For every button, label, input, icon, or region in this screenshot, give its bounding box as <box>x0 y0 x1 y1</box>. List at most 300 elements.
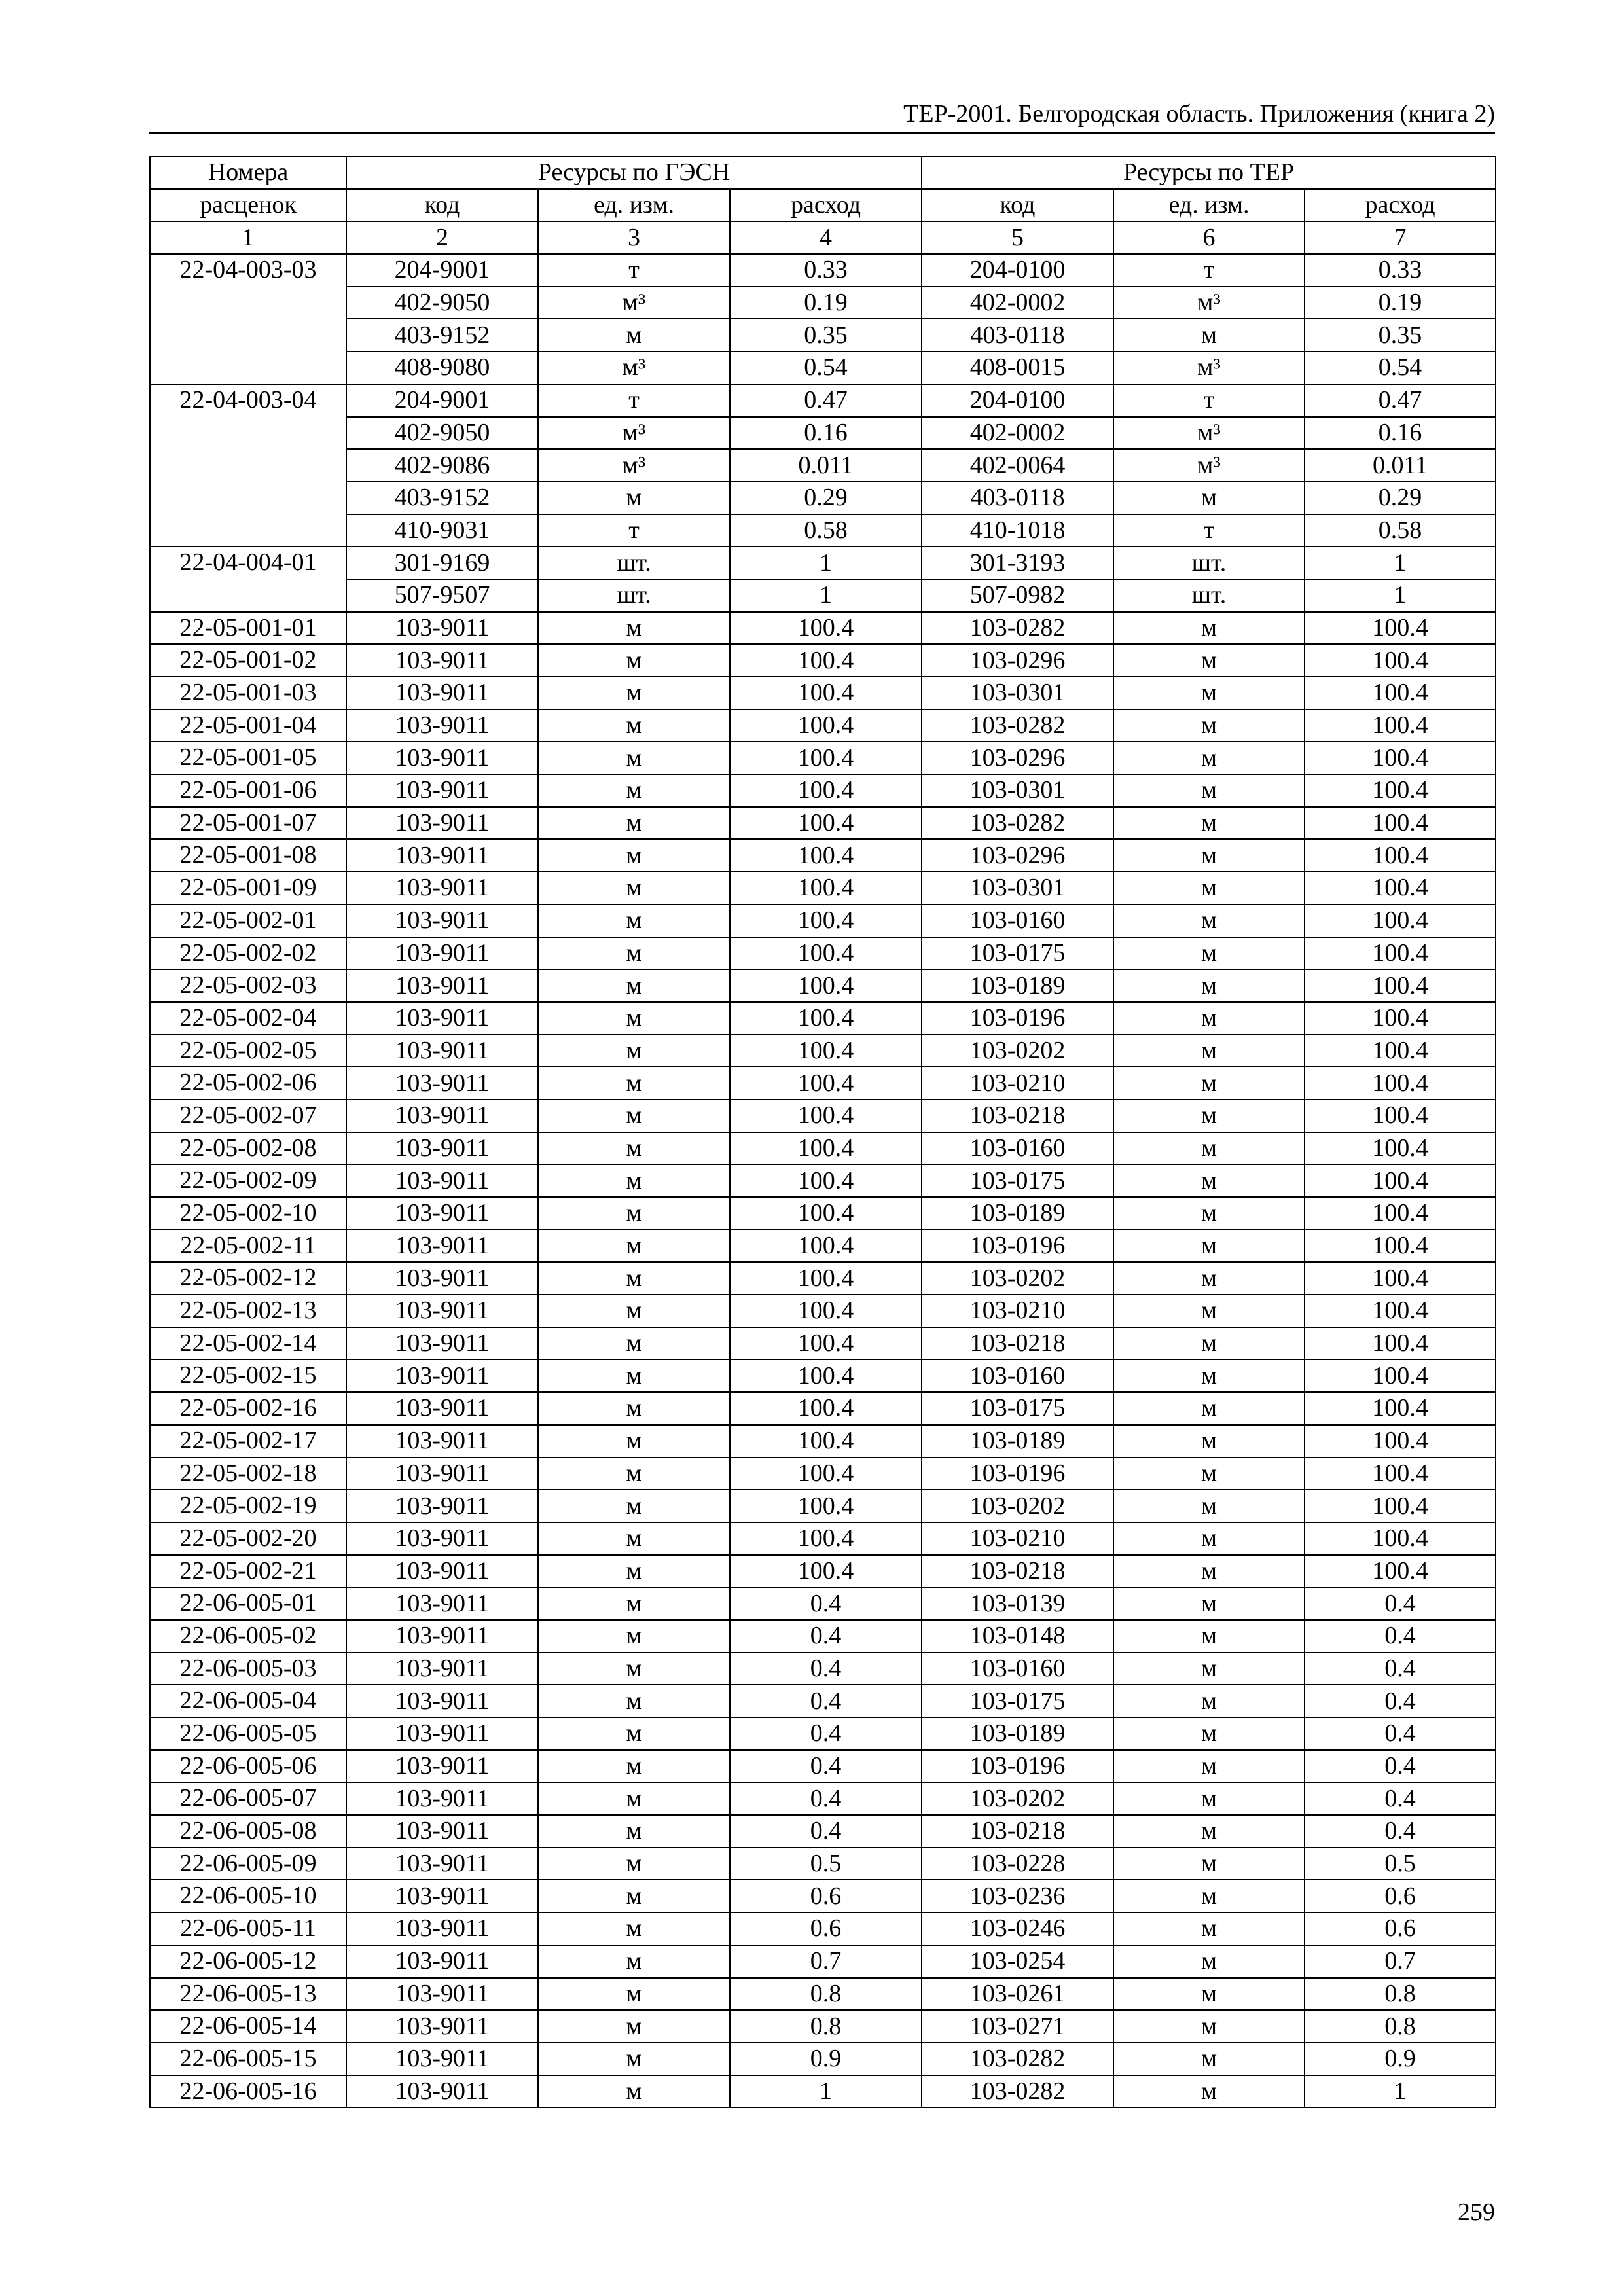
rate-number-cell: 22-06-005-03 <box>150 1653 346 1685</box>
gesn-code-cell: 103-9011 <box>346 1880 538 1912</box>
table-row <box>150 1132 1496 1165</box>
rate-number-cell: 22-06-005-07 <box>150 1782 346 1815</box>
table-row <box>150 1327 1496 1360</box>
gesn-usage-cell: 0.6 <box>730 1912 922 1945</box>
gesn-code-cell: 103-9011 <box>346 1685 538 1717</box>
gesn-unit-cell: м <box>538 1978 730 2011</box>
gesn-usage-cell: 100.4 <box>730 969 922 1002</box>
table-row <box>150 807 1496 840</box>
table-row <box>150 1848 1496 1880</box>
ter-unit-cell: м <box>1113 905 1305 937</box>
header-gesn-code: код <box>346 189 538 222</box>
ter-code-cell: 103-0210 <box>922 1067 1113 1100</box>
gesn-unit-cell: м <box>538 612 730 645</box>
ter-unit-cell: м <box>1113 1067 1305 1100</box>
table-row <box>150 1295 1496 1327</box>
ter-code-cell: 402-0002 <box>922 417 1113 450</box>
gesn-code-cell: 103-9011 <box>346 807 538 840</box>
column-number: 2 <box>346 221 538 254</box>
ter-unit-cell: м <box>1113 1912 1305 1945</box>
ter-unit-cell: м <box>1113 2010 1305 2043</box>
ter-code-cell: 103-0196 <box>922 1750 1113 1783</box>
ter-unit-cell: м <box>1113 1587 1305 1620</box>
table-row <box>150 644 1496 677</box>
header-ter-usage: расход <box>1305 189 1496 222</box>
ter-usage-cell: 100.4 <box>1305 1295 1496 1327</box>
ter-usage-cell: 0.4 <box>1305 1685 1496 1717</box>
ter-unit-cell: м <box>1113 1295 1305 1327</box>
gesn-unit-cell: м <box>538 1327 730 1360</box>
gesn-unit-cell: м <box>538 1197 730 1230</box>
ter-usage-cell: 0.29 <box>1305 482 1496 514</box>
ter-unit-cell: м <box>1113 1945 1305 1978</box>
gesn-code-cell: 103-9011 <box>346 969 538 1002</box>
table-row <box>150 1262 1496 1295</box>
gesn-usage-cell: 100.4 <box>730 1100 922 1132</box>
table-row <box>150 449 1496 482</box>
rate-number-cell: 22-05-001-02 <box>150 644 346 677</box>
table-row <box>150 1392 1496 1425</box>
table-row <box>150 1002 1496 1035</box>
gesn-unit-cell: м <box>538 1002 730 1035</box>
ter-usage-cell: 0.6 <box>1305 1880 1496 1912</box>
gesn-usage-cell: 0.4 <box>730 1587 922 1620</box>
ter-usage-cell: 100.4 <box>1305 1392 1496 1425</box>
table-row <box>150 287 1496 319</box>
gesn-unit-cell: м <box>538 839 730 872</box>
rate-number-cell: 22-05-002-13 <box>150 1295 346 1327</box>
rate-number-cell: 22-05-002-16 <box>150 1392 346 1425</box>
rate-number-cell: 22-05-001-03 <box>150 677 346 709</box>
ter-unit-cell: м <box>1113 1782 1305 1815</box>
ter-code-cell: 204-0100 <box>922 384 1113 417</box>
gesn-code-cell: 204-9001 <box>346 384 538 417</box>
gesn-code-cell: 103-9011 <box>346 1848 538 1880</box>
ter-unit-cell: м <box>1113 774 1305 807</box>
gesn-unit-cell: м <box>538 1295 730 1327</box>
ter-code-cell: 103-0228 <box>922 1848 1113 1880</box>
gesn-code-cell: 103-9011 <box>346 1035 538 1067</box>
gesn-code-cell: 103-9011 <box>346 1717 538 1750</box>
table-row <box>150 774 1496 807</box>
gesn-usage-cell: 0.4 <box>730 1653 922 1685</box>
gesn-usage-cell: 100.4 <box>730 1327 922 1360</box>
gesn-usage-cell: 100.4 <box>730 1359 922 1392</box>
ter-unit-cell: м <box>1113 1522 1305 1555</box>
ter-usage-cell: 100.4 <box>1305 937 1496 970</box>
table-row <box>150 612 1496 645</box>
ter-usage-cell: 100.4 <box>1305 774 1496 807</box>
table-row <box>150 839 1496 872</box>
ter-unit-cell: м <box>1113 1555 1305 1588</box>
column-number: 6 <box>1113 221 1305 254</box>
rate-number-cell: 22-06-005-12 <box>150 1945 346 1978</box>
gesn-usage-cell: 0.35 <box>730 319 922 351</box>
ter-unit-cell: м <box>1113 742 1305 774</box>
header-row-columns <box>150 189 1496 222</box>
ter-usage-cell: 100.4 <box>1305 709 1496 742</box>
ter-unit-cell: м <box>1113 482 1305 514</box>
gesn-unit-cell: м <box>538 2010 730 2043</box>
ter-usage-cell: 100.4 <box>1305 839 1496 872</box>
gesn-usage-cell: 100.4 <box>730 1458 922 1490</box>
ter-code-cell: 103-0218 <box>922 1555 1113 1588</box>
gesn-usage-cell: 100.4 <box>730 1164 922 1197</box>
gesn-unit-cell: м <box>538 1100 730 1132</box>
header-ter-unit: ед. изм. <box>1113 189 1305 222</box>
ter-usage-cell: 100.4 <box>1305 1555 1496 1588</box>
rate-number-cell: 22-05-001-09 <box>150 872 346 905</box>
column-number: 4 <box>730 221 922 254</box>
ter-usage-cell: 100.4 <box>1305 807 1496 840</box>
ter-code-cell: 103-0301 <box>922 677 1113 709</box>
gesn-usage-cell: 0.8 <box>730 1978 922 2011</box>
table-row <box>150 1978 1496 2011</box>
gesn-unit-cell: м <box>538 1164 730 1197</box>
gesn-unit-cell: м <box>538 1132 730 1165</box>
gesn-code-cell: 103-9011 <box>346 1490 538 1522</box>
ter-unit-cell: м <box>1113 1262 1305 1295</box>
ter-usage-cell: 100.4 <box>1305 969 1496 1002</box>
ter-code-cell: 103-0148 <box>922 1620 1113 1653</box>
table-row <box>150 2075 1496 2108</box>
ter-usage-cell: 0.19 <box>1305 287 1496 319</box>
table-row <box>150 742 1496 774</box>
rate-number-cell: 22-05-002-18 <box>150 1458 346 1490</box>
ter-unit-cell: м <box>1113 1815 1305 1848</box>
gesn-code-cell: 103-9011 <box>346 1782 538 1815</box>
ter-usage-cell: 100.4 <box>1305 1164 1496 1197</box>
ter-code-cell: 103-0202 <box>922 1490 1113 1522</box>
rate-number-cell: 22-05-002-17 <box>150 1425 346 1458</box>
gesn-usage-cell: 0.58 <box>730 514 922 547</box>
ter-usage-cell: 0.47 <box>1305 384 1496 417</box>
ter-usage-cell: 1 <box>1305 579 1496 612</box>
rate-number-cell: 22-06-005-02 <box>150 1620 346 1653</box>
gesn-code-cell: 103-9011 <box>346 1750 538 1783</box>
ter-code-cell: 103-0254 <box>922 1945 1113 1978</box>
ter-usage-cell: 100.4 <box>1305 1230 1496 1263</box>
gesn-code-cell: 103-9011 <box>346 937 538 970</box>
ter-unit-cell: м <box>1113 1164 1305 1197</box>
ter-usage-cell: 100.4 <box>1305 905 1496 937</box>
ter-code-cell: 103-0189 <box>922 1425 1113 1458</box>
ter-code-cell: 103-0202 <box>922 1035 1113 1067</box>
ter-usage-cell: 0.4 <box>1305 1620 1496 1653</box>
column-number: 3 <box>538 221 730 254</box>
rate-number-cell: 22-05-001-01 <box>150 612 346 645</box>
gesn-usage-cell: 100.4 <box>730 1522 922 1555</box>
table-row <box>150 905 1496 937</box>
ter-code-cell: 103-0282 <box>922 2043 1113 2075</box>
ter-code-cell: 103-0296 <box>922 644 1113 677</box>
gesn-code-cell: 103-9011 <box>346 905 538 937</box>
gesn-usage-cell: 100.4 <box>730 839 922 872</box>
ter-code-cell: 103-0210 <box>922 1295 1113 1327</box>
ter-usage-cell: 0.011 <box>1305 449 1496 482</box>
gesn-unit-cell: м <box>538 1653 730 1685</box>
ter-unit-cell: м <box>1113 1653 1305 1685</box>
gesn-unit-cell: м <box>538 709 730 742</box>
rate-number-cell: 22-05-002-10 <box>150 1197 346 1230</box>
ter-code-cell: 103-0282 <box>922 2075 1113 2108</box>
header-ter-code: код <box>922 189 1113 222</box>
table-row <box>150 709 1496 742</box>
table-row <box>150 1522 1496 1555</box>
ter-unit-cell: м <box>1113 969 1305 1002</box>
ter-code-cell: 103-0282 <box>922 807 1113 840</box>
header-gesn-usage: расход <box>730 189 922 222</box>
gesn-code-cell: 301-9169 <box>346 547 538 579</box>
ter-unit-cell: м³ <box>1113 449 1305 482</box>
ter-usage-cell: 0.6 <box>1305 1912 1496 1945</box>
header-ter-group: Ресурсы по ТЕР <box>922 156 1496 189</box>
gesn-usage-cell: 100.4 <box>730 1132 922 1165</box>
gesn-unit-cell: м <box>538 905 730 937</box>
gesn-code-cell: 103-9011 <box>346 774 538 807</box>
rate-number-cell: 22-06-005-15 <box>150 2043 346 2075</box>
gesn-code-cell: 103-9011 <box>346 709 538 742</box>
rate-number-cell: 22-05-002-04 <box>150 1002 346 1035</box>
ter-code-cell: 103-0296 <box>922 742 1113 774</box>
gesn-usage-cell: 100.4 <box>730 937 922 970</box>
ter-unit-cell: м <box>1113 1132 1305 1165</box>
gesn-usage-cell: 0.33 <box>730 254 922 287</box>
ter-usage-cell: 0.9 <box>1305 2043 1496 2075</box>
ter-code-cell: 103-0218 <box>922 1815 1113 1848</box>
ter-usage-cell: 0.58 <box>1305 514 1496 547</box>
ter-usage-cell: 0.8 <box>1305 1978 1496 2011</box>
gesn-unit-cell: м <box>538 1067 730 1100</box>
gesn-unit-cell: м <box>538 807 730 840</box>
ter-usage-cell: 0.33 <box>1305 254 1496 287</box>
table-row <box>150 872 1496 905</box>
ter-usage-cell: 0.16 <box>1305 417 1496 450</box>
ter-code-cell: 103-0175 <box>922 1164 1113 1197</box>
ter-unit-cell: м <box>1113 1848 1305 1880</box>
ter-unit-cell: м <box>1113 1035 1305 1067</box>
gesn-unit-cell: м <box>538 2043 730 2075</box>
gesn-code-cell: 103-9011 <box>346 1327 538 1360</box>
gesn-unit-cell: м <box>538 1880 730 1912</box>
ter-usage-cell: 100.4 <box>1305 1002 1496 1035</box>
header-gesn-group: Ресурсы по ГЭСН <box>346 156 922 189</box>
ter-unit-cell: м <box>1113 1880 1305 1912</box>
table-row <box>150 1945 1496 1978</box>
rate-number-cell: 22-04-003-03 <box>150 254 346 384</box>
ter-unit-cell: м <box>1113 839 1305 872</box>
gesn-usage-cell: 100.4 <box>730 1555 922 1588</box>
page-number: 259 <box>1458 2198 1495 2226</box>
gesn-code-cell: 402-9050 <box>346 417 538 450</box>
header-row-groups <box>150 156 1496 189</box>
gesn-code-cell: 103-9011 <box>346 612 538 645</box>
gesn-usage-cell: 100.4 <box>730 1262 922 1295</box>
gesn-unit-cell: т <box>538 254 730 287</box>
table-row <box>150 1230 1496 1263</box>
gesn-usage-cell: 1 <box>730 2075 922 2108</box>
ter-unit-cell: м <box>1113 1490 1305 1522</box>
gesn-code-cell: 402-9050 <box>346 287 538 319</box>
gesn-unit-cell: м <box>538 1945 730 1978</box>
rate-number-cell: 22-05-001-05 <box>150 742 346 774</box>
ter-unit-cell: т <box>1113 514 1305 547</box>
rate-number-cell: 22-05-001-08 <box>150 839 346 872</box>
ter-unit-cell: м <box>1113 1230 1305 1263</box>
gesn-code-cell: 103-9011 <box>346 2010 538 2043</box>
gesn-usage-cell: 100.4 <box>730 1425 922 1458</box>
table-row <box>150 1815 1496 1848</box>
header-numbers-top: Номера <box>150 156 346 189</box>
rate-number-cell: 22-04-004-01 <box>150 547 346 611</box>
ter-code-cell: 103-0296 <box>922 839 1113 872</box>
ter-code-cell: 403-0118 <box>922 482 1113 514</box>
table-row <box>150 1100 1496 1132</box>
rate-number-cell: 22-05-002-11 <box>150 1230 346 1263</box>
ter-unit-cell: т <box>1113 254 1305 287</box>
ter-code-cell: 402-0064 <box>922 449 1113 482</box>
header-numbers-bottom: расценок <box>150 189 346 222</box>
table-row <box>150 1458 1496 1490</box>
table-row <box>150 254 1496 287</box>
ter-usage-cell: 100.4 <box>1305 644 1496 677</box>
table-row <box>150 1067 1496 1100</box>
gesn-usage-cell: 100.4 <box>730 807 922 840</box>
resources-table <box>149 156 1496 2108</box>
ter-code-cell: 103-0202 <box>922 1262 1113 1295</box>
ter-usage-cell: 100.4 <box>1305 872 1496 905</box>
rate-number-cell: 22-05-002-15 <box>150 1359 346 1392</box>
gesn-unit-cell: м³ <box>538 351 730 384</box>
gesn-code-cell: 103-9011 <box>346 1458 538 1490</box>
gesn-unit-cell: м <box>538 1392 730 1425</box>
gesn-usage-cell: 100.4 <box>730 612 922 645</box>
gesn-usage-cell: 0.9 <box>730 2043 922 2075</box>
gesn-unit-cell: м <box>538 1425 730 1458</box>
gesn-code-cell: 403-9152 <box>346 319 538 351</box>
header-gesn-unit: ед. изм. <box>538 189 730 222</box>
ter-code-cell: 103-0236 <box>922 1880 1113 1912</box>
gesn-code-cell: 103-9011 <box>346 677 538 709</box>
ter-unit-cell: м <box>1113 937 1305 970</box>
ter-usage-cell: 0.7 <box>1305 1945 1496 1978</box>
ter-code-cell: 103-0196 <box>922 1230 1113 1263</box>
ter-usage-cell: 0.4 <box>1305 1815 1496 1848</box>
ter-usage-cell: 1 <box>1305 2075 1496 2108</box>
table-row <box>150 2043 1496 2075</box>
ter-unit-cell: м <box>1113 612 1305 645</box>
ter-unit-cell: м <box>1113 644 1305 677</box>
gesn-code-cell: 103-9011 <box>346 1164 538 1197</box>
column-number: 7 <box>1305 221 1496 254</box>
gesn-usage-cell: 0.16 <box>730 417 922 450</box>
gesn-unit-cell: м <box>538 677 730 709</box>
gesn-code-cell: 507-9507 <box>346 579 538 612</box>
table-row <box>150 319 1496 351</box>
ter-code-cell: 103-0282 <box>922 612 1113 645</box>
ter-usage-cell: 0.54 <box>1305 351 1496 384</box>
gesn-unit-cell: м <box>538 1620 730 1653</box>
gesn-usage-cell: 100.4 <box>730 1230 922 1263</box>
gesn-unit-cell: шт. <box>538 547 730 579</box>
table-row <box>150 351 1496 384</box>
ter-code-cell: 103-0196 <box>922 1458 1113 1490</box>
gesn-unit-cell: м <box>538 1912 730 1945</box>
table-row <box>150 384 1496 417</box>
gesn-usage-cell: 100.4 <box>730 1067 922 1100</box>
ter-code-cell: 103-0301 <box>922 872 1113 905</box>
gesn-usage-cell: 100.4 <box>730 1490 922 1522</box>
column-number: 5 <box>922 221 1113 254</box>
ter-unit-cell: м <box>1113 807 1305 840</box>
ter-code-cell: 103-0189 <box>922 1717 1113 1750</box>
gesn-code-cell: 103-9011 <box>346 1912 538 1945</box>
gesn-unit-cell: т <box>538 514 730 547</box>
ter-unit-cell: м³ <box>1113 287 1305 319</box>
ter-unit-cell: м³ <box>1113 351 1305 384</box>
gesn-usage-cell: 100.4 <box>730 1035 922 1067</box>
table-row <box>150 514 1496 547</box>
rate-number-cell: 22-05-001-06 <box>150 774 346 807</box>
ter-unit-cell: т <box>1113 384 1305 417</box>
table-row <box>150 937 1496 970</box>
ter-unit-cell: м <box>1113 1978 1305 2011</box>
rate-number-cell: 22-06-005-04 <box>150 1685 346 1717</box>
gesn-code-cell: 103-9011 <box>346 2075 538 2108</box>
gesn-unit-cell: м <box>538 1685 730 1717</box>
ter-code-cell: 103-0261 <box>922 1978 1113 2011</box>
gesn-usage-cell: 0.5 <box>730 1848 922 1880</box>
table-row <box>150 1782 1496 1815</box>
gesn-code-cell: 204-9001 <box>346 254 538 287</box>
ter-usage-cell: 0.4 <box>1305 1653 1496 1685</box>
table-row <box>150 1035 1496 1067</box>
rate-number-cell: 22-05-002-09 <box>150 1164 346 1197</box>
ter-unit-cell: м <box>1113 1685 1305 1717</box>
rate-number-cell: 22-06-005-16 <box>150 2075 346 2108</box>
gesn-code-cell: 103-9011 <box>346 1653 538 1685</box>
gesn-usage-cell: 100.4 <box>730 905 922 937</box>
column-number: 1 <box>150 221 346 254</box>
ter-code-cell: 103-0271 <box>922 2010 1113 2043</box>
ter-code-cell: 103-0218 <box>922 1327 1113 1360</box>
table-row <box>150 1912 1496 1945</box>
rate-number-cell: 22-06-005-08 <box>150 1815 346 1848</box>
gesn-code-cell: 103-9011 <box>346 1197 538 1230</box>
gesn-usage-cell: 0.6 <box>730 1880 922 1912</box>
ter-code-cell: 408-0015 <box>922 351 1113 384</box>
gesn-usage-cell: 100.4 <box>730 774 922 807</box>
header-row-column-numbers <box>150 221 1496 254</box>
rate-number-cell: 22-06-005-06 <box>150 1750 346 1783</box>
ter-code-cell: 103-0218 <box>922 1100 1113 1132</box>
table-row <box>150 969 1496 1002</box>
gesn-unit-cell: м <box>538 969 730 1002</box>
table-row <box>150 1359 1496 1392</box>
gesn-code-cell: 103-9011 <box>346 1230 538 1263</box>
ter-code-cell: 103-0139 <box>922 1587 1113 1620</box>
ter-code-cell: 103-0160 <box>922 1653 1113 1685</box>
ter-code-cell: 103-0175 <box>922 937 1113 970</box>
gesn-unit-cell: м <box>538 937 730 970</box>
gesn-unit-cell: м <box>538 1815 730 1848</box>
table-row <box>150 579 1496 612</box>
ter-unit-cell: м <box>1113 1359 1305 1392</box>
ter-usage-cell: 100.4 <box>1305 1458 1496 1490</box>
ter-unit-cell: шт. <box>1113 547 1305 579</box>
ter-code-cell: 103-0160 <box>922 905 1113 937</box>
ter-unit-cell: м <box>1113 872 1305 905</box>
